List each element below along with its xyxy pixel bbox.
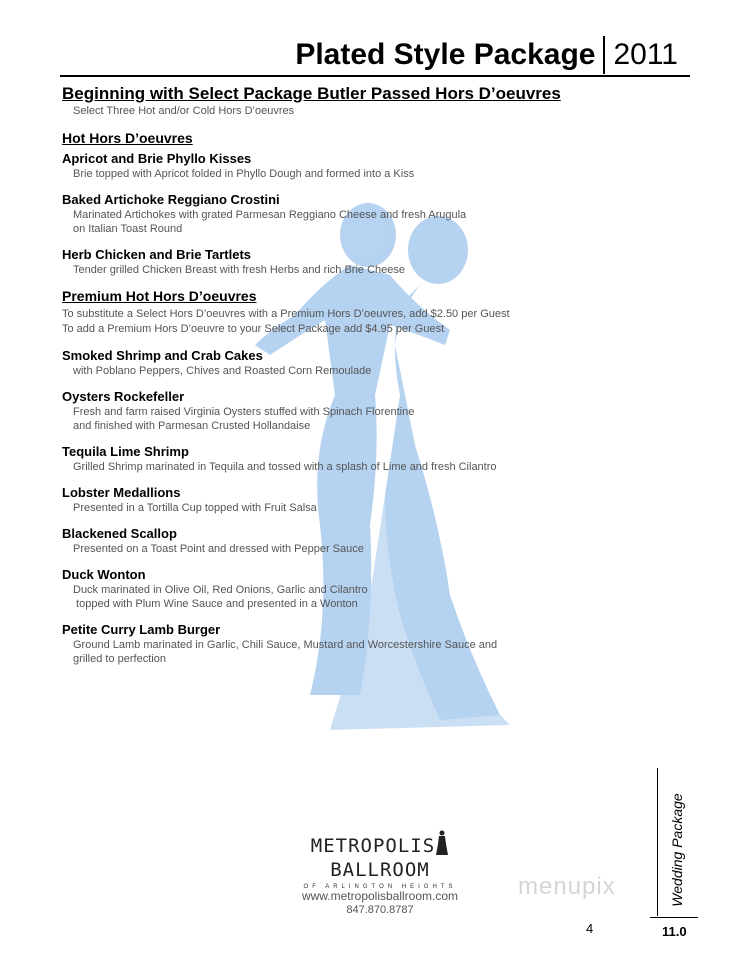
- item-description: Grilled Shrimp marinated in Tequila and tossed with a splash of Lime and fresh Cilantro: [73, 461, 497, 473]
- item-name: Tequila Lime Shrimp: [62, 444, 189, 459]
- logo-text-left: METROPOLIS: [310, 835, 436, 857]
- menu-item: [62, 567, 662, 611]
- main-note: Select Three Hot and/or Cold Hors D’oeuvres: [73, 105, 295, 117]
- phone-number: 847.870.8787: [346, 904, 414, 916]
- menu-item: [62, 526, 662, 556]
- section-number: 11.0: [662, 924, 687, 939]
- item-description: Marinated Artichokes with grated Parmesan Reggiano Cheese and fresh Arugula: [73, 209, 467, 221]
- premium-notes: [62, 307, 662, 337]
- logo-text-right: BALLROOM: [330, 859, 430, 881]
- menu-item: [62, 247, 662, 277]
- item-description: Brie topped with Apricot folded in Phyllo Dough and formed into a Kiss: [73, 168, 415, 180]
- side-divider: [657, 768, 658, 916]
- page-number: 4: [586, 921, 594, 936]
- premium-note: To substitute a Select Hors D’oeuvres with a Premium Hors D’oeuvres, add $2.50 per Guest: [62, 308, 510, 320]
- menu-item: [62, 151, 662, 181]
- header: [295, 34, 678, 76]
- hot-heading: Hot Hors D’oeuvres: [62, 130, 193, 146]
- menu-item: [62, 389, 662, 433]
- item-description: on Italian Toast Round: [73, 223, 183, 235]
- item-description: Tender grilled Chicken Breast with fresh Herbs and rich Brie Cheese: [73, 264, 405, 276]
- title-divider: [603, 36, 605, 74]
- page-title: Plated Style Package: [295, 38, 596, 71]
- menu-content: [62, 83, 662, 677]
- menu-item: [62, 444, 662, 474]
- item-description: with Poblano Peppers, Chives and Roasted Corn Remoulade: [73, 365, 372, 377]
- page-year: 2011: [613, 38, 678, 71]
- section-rule: [650, 917, 698, 918]
- item-description: Presented in a Tortilla Cup topped with Fruit Salsa: [73, 502, 317, 514]
- dancer-logo-icon: [435, 830, 449, 856]
- item-description: grilled to perfection: [73, 653, 166, 665]
- header-rule: [60, 75, 690, 77]
- website-url[interactable]: www.metropolisballroom.com: [301, 889, 459, 903]
- item-description: and finished with Parmesan Crusted Hollandaise: [73, 420, 311, 432]
- main-heading: Beginning with Select Package Butler Passed Hors D’oeuvres: [62, 84, 561, 103]
- item-description: Ground Lamb marinated in Garlic, Chili Sauce, Mustard and Worcestershire Sauce and: [73, 639, 498, 651]
- menu-item: [62, 192, 662, 236]
- item-description: Presented on a Toast Point and dressed with Pepper Sauce: [73, 543, 364, 555]
- item-description: Duck marinated in Olive Oil, Red Onions, Garlic and Cilantro: [73, 584, 368, 596]
- logo-subtitle: OF ARLINGTON HEIGHTS: [303, 884, 457, 890]
- item-name: Lobster Medallions: [62, 485, 181, 500]
- premium-heading: Premium Hot Hors D’oeuvres: [62, 288, 257, 304]
- item-description: Fresh and farm raised Virginia Oysters stuffed with Spinach Florentine: [73, 406, 415, 418]
- item-description: topped with Plum Wine Sauce and presented in a Wonton: [73, 598, 358, 610]
- item-name: Apricot and Brie Phyllo Kisses: [62, 151, 252, 166]
- item-name: Duck Wonton: [62, 567, 146, 582]
- item-name: Blackened Scallop: [62, 526, 177, 541]
- premium-note: To add a Premium Hors D’oeuvre to your Select Package add $4.95 per Guest: [62, 323, 445, 335]
- item-name: Baked Artichoke Reggiano Crostini: [62, 192, 280, 207]
- menu-item: [62, 348, 662, 378]
- item-name: Smoked Shrimp and Crab Cakes: [62, 348, 263, 363]
- ballroom-logo: [280, 830, 480, 890]
- menu-item: [62, 485, 662, 515]
- menupix-watermark: menupix: [518, 873, 616, 900]
- item-name: Oysters Rockefeller: [62, 389, 185, 404]
- menu-item: [62, 622, 662, 666]
- item-name: Petite Curry Lamb Burger: [62, 622, 221, 637]
- item-name: Herb Chicken and Brie Tartlets: [62, 247, 252, 262]
- side-label: Wedding Package: [669, 793, 685, 907]
